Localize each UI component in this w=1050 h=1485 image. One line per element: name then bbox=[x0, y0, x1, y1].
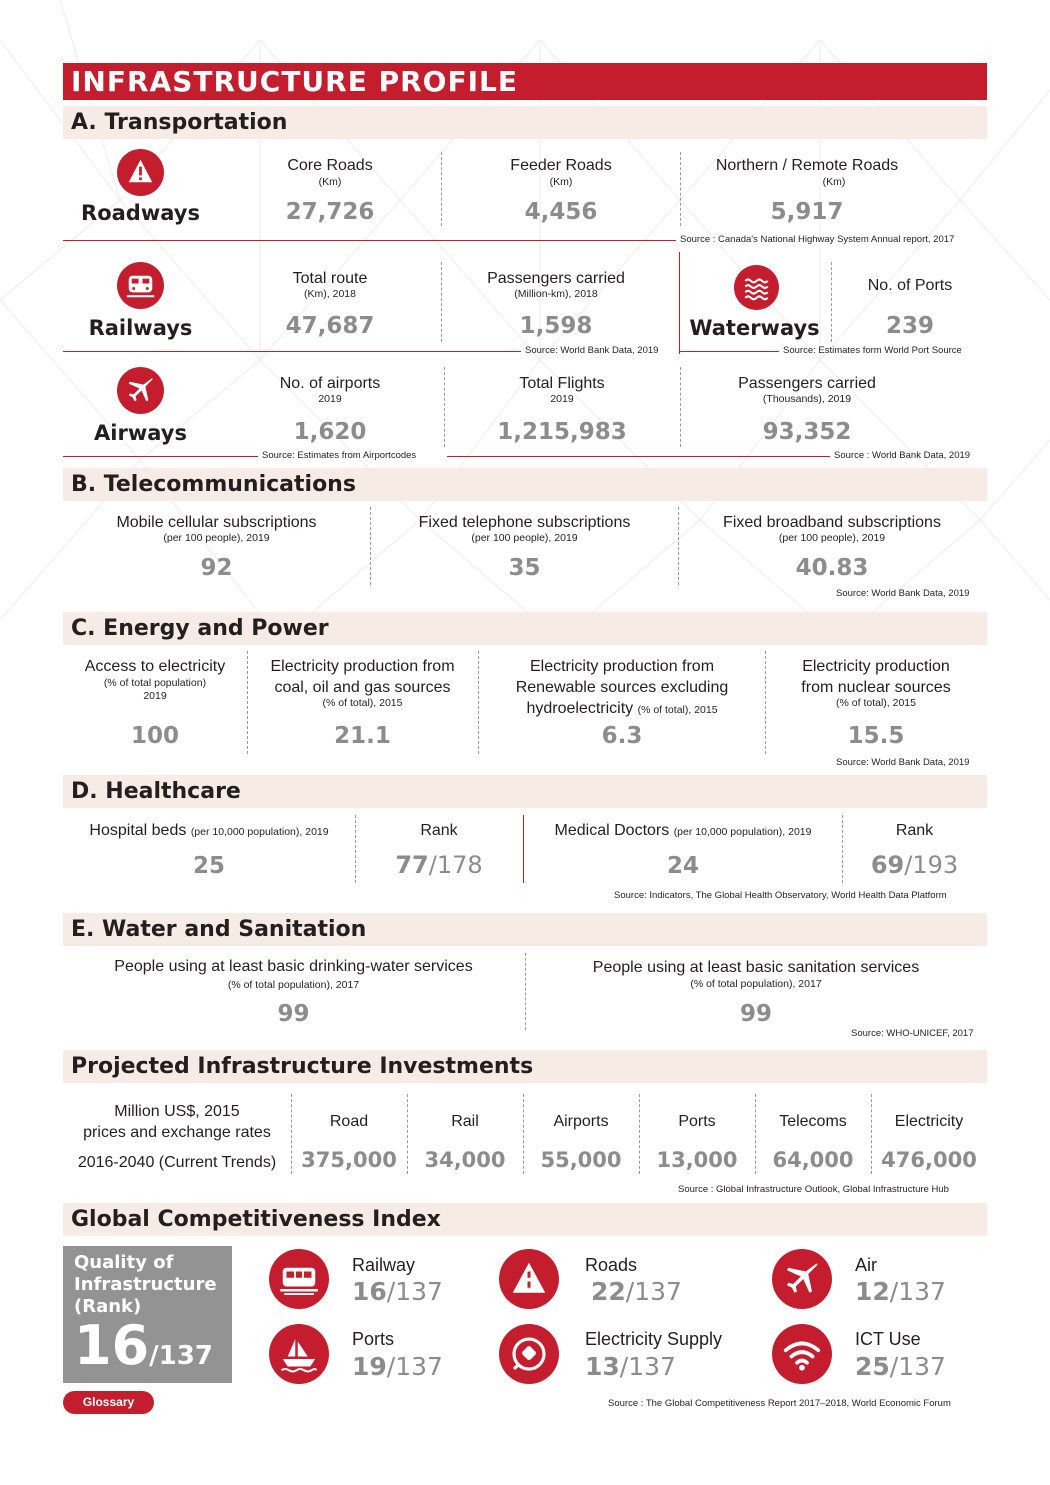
quality-rank-total: /137 bbox=[149, 1341, 213, 1371]
rail-passengers-label: Passengers carried bbox=[487, 270, 625, 287]
gci-source: Source : The Global Competitiveness Report 2017–2018, World Economic Forum bbox=[608, 1398, 951, 1409]
gci-air-rank-value: 12 bbox=[855, 1277, 890, 1306]
electricity-access-label: Access to electricity bbox=[84, 658, 226, 675]
gci-air-rank-total: /137 bbox=[889, 1277, 946, 1306]
gci-railway-rank-total: /137 bbox=[386, 1277, 443, 1306]
water-source: Source: WHO-UNICEF, 2017 bbox=[851, 1028, 974, 1039]
section-heading-water: E. Water and Sanitation bbox=[63, 913, 987, 946]
hospital-rank-total: /178 bbox=[428, 851, 483, 879]
gci-railway-rank bbox=[352, 1277, 443, 1307]
hospital-beds-label: Hospital beds bbox=[89, 822, 187, 839]
sanitation-value: 99 bbox=[739, 1001, 772, 1027]
nuclear-production-label-2: from nuclear sources bbox=[801, 679, 951, 696]
row-separator bbox=[63, 240, 676, 241]
divider bbox=[680, 152, 681, 226]
hospital-rank-value: 77 bbox=[395, 851, 429, 879]
mobile-subscriptions-unit: (per 100 people), 2019 bbox=[163, 532, 270, 544]
total-flights-label: Total Flights bbox=[519, 375, 605, 392]
airplane-icon bbox=[117, 367, 164, 414]
doctors-rank-total: /193 bbox=[904, 851, 959, 879]
railways-waterways-separator bbox=[679, 252, 680, 354]
gci-ports-label: Ports bbox=[352, 1329, 395, 1349]
electricity-access-unit: (% of total population) bbox=[103, 677, 207, 689]
road-icon bbox=[499, 1249, 559, 1309]
broadband-label: Fixed broadband subscriptions bbox=[723, 514, 941, 531]
section-heading-transportation: A. Transportation bbox=[63, 106, 987, 139]
gci-air-label: Air bbox=[855, 1255, 877, 1275]
remote-roads-value: 5,917 bbox=[770, 199, 844, 225]
wifi-icon bbox=[772, 1324, 832, 1384]
doctors-rank-value: 69 bbox=[870, 851, 905, 879]
airways-source: Source : World Bank Data, 2019 bbox=[834, 450, 971, 461]
divider bbox=[680, 367, 681, 447]
row-separator bbox=[63, 456, 258, 457]
broadband-unit: (per 100 people), 2019 bbox=[778, 532, 886, 544]
airplane-icon bbox=[772, 1249, 832, 1309]
waterways-source: Source: Estimates form World Port Source bbox=[783, 345, 962, 356]
invest-airports-label: Airports bbox=[553, 1113, 609, 1130]
gci-roads-label: Roads bbox=[585, 1255, 638, 1275]
hospital-rank-label: Rank bbox=[420, 822, 458, 839]
invest-ports-label: Ports bbox=[678, 1113, 716, 1130]
gci-roads-rank-total: /137 bbox=[625, 1277, 682, 1306]
telecom-source: Source: World Bank Data, 2019 bbox=[836, 588, 970, 599]
mobile-subscriptions-label: Mobile cellular subscriptions bbox=[116, 514, 317, 531]
air-passengers-value: 93,352 bbox=[762, 419, 852, 445]
fossil-production-label-2: coal, oil and gas sources bbox=[274, 679, 451, 696]
feeder-roads-unit: (Km) bbox=[549, 176, 573, 188]
core-roads-unit: (Km) bbox=[318, 176, 342, 188]
airways-label: Airways bbox=[94, 421, 187, 445]
gci-railway-rank-value: 16 bbox=[352, 1277, 387, 1306]
glossary-button[interactable]: Glossary bbox=[63, 1391, 154, 1414]
airports-value: 1,620 bbox=[293, 419, 367, 445]
nuclear-production-label: Electricity production bbox=[802, 658, 950, 675]
gci-ict-label: ICT Use bbox=[855, 1329, 921, 1349]
section-heading-telecom: B. Telecommunications bbox=[63, 468, 987, 501]
invest-electricity-label: Electricity bbox=[894, 1113, 964, 1130]
feeder-roads-label: Feeder Roads bbox=[510, 157, 612, 174]
gci-ports-rank bbox=[352, 1352, 443, 1382]
total-route-label: Total route bbox=[292, 270, 368, 287]
airports-label: No. of airports bbox=[279, 375, 381, 392]
hospital-beds-label-row bbox=[63, 821, 355, 842]
invest-ports-value: 13,000 bbox=[656, 1148, 738, 1172]
nuclear-production-unit: (% of total), 2015 bbox=[836, 697, 916, 709]
broadband-value: 40.83 bbox=[795, 555, 869, 581]
energy-source: Source: World Bank Data, 2019 bbox=[836, 757, 970, 768]
quality-label-line1: Quality of bbox=[74, 1252, 174, 1273]
airports-source: Source: Estimates from Airportcodes bbox=[262, 450, 417, 461]
row-separator bbox=[63, 351, 521, 352]
gci-ict-rank-total: /137 bbox=[889, 1352, 946, 1381]
invest-rail-value: 34,000 bbox=[424, 1148, 506, 1172]
ship-icon bbox=[269, 1324, 329, 1384]
gci-roads-rank-value: 22 bbox=[591, 1277, 626, 1306]
fixed-telephone-unit: (per 100 people), 2019 bbox=[471, 532, 578, 544]
airports-year: 2019 bbox=[318, 393, 342, 405]
quality-rank bbox=[74, 1316, 213, 1376]
fossil-production-value: 21.1 bbox=[334, 723, 391, 749]
renewable-production-label: Electricity production from bbox=[529, 658, 715, 675]
total-route-unit: (Km), 2018 bbox=[304, 288, 356, 300]
gci-electricity-rank-total: /137 bbox=[619, 1352, 676, 1381]
gci-air-rank bbox=[855, 1277, 946, 1307]
invest-rail-label: Rail bbox=[451, 1113, 479, 1130]
roadways-source: Source : Canada's National Highway System Annual report, 2017 bbox=[680, 234, 955, 245]
gci-electricity-label: Electricity Supply bbox=[585, 1329, 723, 1349]
air-passengers-label: Passengers carried bbox=[738, 375, 876, 392]
gci-roads-rank bbox=[591, 1277, 682, 1307]
electricity-access-year: 2019 bbox=[143, 690, 167, 702]
fossil-production-label: Electricity production from bbox=[270, 658, 455, 675]
total-flights-value: 1,215,983 bbox=[497, 419, 627, 445]
waves-icon bbox=[734, 265, 779, 310]
renewable-production-value: 6.3 bbox=[601, 723, 643, 749]
fixed-telephone-label: Fixed telephone subscriptions bbox=[418, 514, 631, 531]
doctors-unit: (per 10,000 population), 2019 bbox=[673, 826, 812, 838]
ports-count-value: 239 bbox=[885, 313, 934, 339]
hospital-beds-value: 25 bbox=[192, 853, 225, 879]
invest-telecoms-label: Telecoms bbox=[779, 1113, 847, 1130]
invest-road-label: Road bbox=[329, 1113, 369, 1130]
ports-count-label: No. of Ports bbox=[867, 277, 953, 294]
doctors-rank bbox=[843, 850, 986, 881]
renewable-production-label-3: hydroelectricity bbox=[526, 700, 634, 717]
investments-source: Source : Global Infrastructure Outlook, Global Infrastructure Hub bbox=[678, 1184, 949, 1195]
health-source: Source: Indicators, The Global Health Observatory, World Health Data Platform bbox=[614, 890, 947, 901]
investments-period: 2016-2040 (Current Trends) bbox=[77, 1154, 277, 1171]
invest-airports-value: 55,000 bbox=[540, 1148, 622, 1172]
drinking-water-value: 99 bbox=[277, 1001, 310, 1027]
train-icon bbox=[269, 1249, 329, 1309]
feeder-roads-value: 4,456 bbox=[524, 199, 598, 225]
gci-ict-rank-value: 25 bbox=[855, 1352, 890, 1381]
total-flights-year: 2019 bbox=[550, 393, 574, 405]
section-heading-healthcare: D. Healthcare bbox=[63, 775, 987, 808]
railways-label: Railways bbox=[88, 316, 193, 340]
roadways-label: Roadways bbox=[81, 201, 200, 225]
doctors-label: Medical Doctors bbox=[554, 822, 670, 839]
invest-road-value: 375,000 bbox=[301, 1148, 397, 1172]
gci-ict-rank bbox=[855, 1352, 946, 1382]
renewable-production-unit: (% of total), 2015 bbox=[637, 704, 718, 716]
renewable-production-label-2: Renewable sources excluding bbox=[515, 679, 729, 696]
air-passengers-unit: (Thousands), 2019 bbox=[762, 393, 852, 405]
core-roads-label: Core Roads bbox=[287, 157, 373, 174]
invest-electricity-value: 476,000 bbox=[881, 1148, 977, 1172]
sanitation-unit: (% of total population), 2017 bbox=[690, 978, 822, 990]
gci-railway-label: Railway bbox=[352, 1255, 416, 1275]
section-heading-investments: Projected Infrastructure Investments bbox=[63, 1050, 987, 1083]
divider bbox=[831, 262, 832, 342]
section-heading-gci: Global Competitiveness Index bbox=[63, 1203, 987, 1236]
investments-desc-line2: prices and exchange rates bbox=[83, 1124, 271, 1141]
train-icon bbox=[117, 262, 164, 309]
row-separator bbox=[679, 351, 779, 352]
remote-roads-label: Northern / Remote Roads bbox=[715, 157, 899, 174]
nuclear-production-value: 15.5 bbox=[847, 723, 905, 749]
fossil-production-unit: (% of total), 2015 bbox=[322, 697, 403, 709]
rail-passengers-unit: (Million-km), 2018 bbox=[514, 288, 598, 300]
quality-of-infrastructure-box bbox=[63, 1246, 232, 1383]
gci-ports-rank-value: 19 bbox=[352, 1352, 387, 1381]
drinking-water-unit: (% of total population), 2017 bbox=[227, 979, 360, 991]
gci-ports-rank-total: /137 bbox=[386, 1352, 443, 1381]
investments-desc-line1: Million US$, 2015 bbox=[114, 1103, 240, 1120]
gci-electricity-rank bbox=[585, 1352, 676, 1382]
drinking-water-label: People using at least basic drinking-water services bbox=[114, 958, 473, 975]
quality-label-line2: Infrastructure bbox=[74, 1274, 217, 1295]
doctors-label-row bbox=[524, 821, 842, 842]
divider bbox=[444, 367, 445, 447]
doctors-value: 24 bbox=[666, 853, 699, 879]
remote-roads-unit: (Km) bbox=[822, 176, 846, 188]
plug-icon bbox=[499, 1324, 559, 1384]
sanitation-label: People using at least basic sanitation services bbox=[592, 959, 920, 976]
hospital-beds-unit: (per 10,000 population), 2019 bbox=[190, 826, 329, 838]
core-roads-value: 27,726 bbox=[285, 199, 375, 225]
road-warning-icon bbox=[117, 149, 164, 196]
page-title: INFRASTRUCTURE PROFILE bbox=[63, 63, 987, 100]
quality-label-line3: (Rank) bbox=[74, 1296, 142, 1317]
railways-source: Source: World Bank Data, 2019 bbox=[525, 345, 659, 356]
invest-telecoms-value: 64,000 bbox=[772, 1148, 854, 1172]
hospital-rank bbox=[356, 850, 522, 881]
quality-rank-value: 16 bbox=[74, 1314, 150, 1377]
doctors-rank-label: Rank bbox=[895, 822, 934, 839]
row-separator bbox=[447, 456, 830, 457]
electricity-access-value: 100 bbox=[130, 723, 179, 749]
mobile-subscriptions-value: 92 bbox=[200, 555, 233, 581]
fixed-telephone-value: 35 bbox=[508, 555, 541, 581]
waterways-label: Waterways bbox=[689, 316, 820, 340]
renewable-production-label-3-row bbox=[479, 699, 765, 720]
gci-electricity-rank-value: 13 bbox=[585, 1352, 620, 1381]
section-heading-energy: C. Energy and Power bbox=[63, 612, 987, 645]
total-route-value: 47,687 bbox=[285, 313, 375, 339]
rail-passengers-value: 1,598 bbox=[519, 313, 593, 339]
